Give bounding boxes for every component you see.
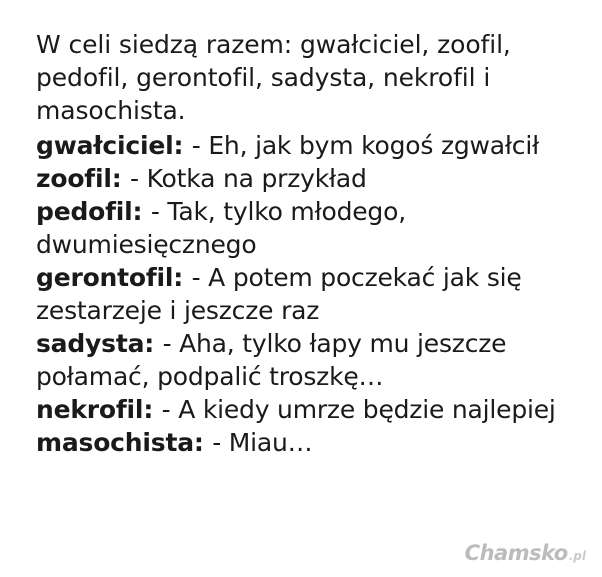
dialogue-separator: : (173, 263, 192, 292)
dialogue-separator: : (132, 197, 151, 226)
watermark-text: Chamsko (464, 541, 568, 565)
dialogue-text: - Eh, jak bym kogoś zgwałcił (191, 131, 539, 160)
dialogue-line (36, 129, 580, 162)
dialogue-speaker: gerontofil (36, 263, 174, 292)
dialogue-speaker: zoofil (36, 164, 112, 193)
dialogue-speaker: sadysta (36, 329, 145, 358)
dialogue-speaker: masochista (36, 428, 194, 457)
dialogue-line (36, 261, 580, 327)
dialogue-text: - Kotka na przykład (130, 164, 367, 193)
joke-dialogue-list (36, 129, 580, 459)
dialogue-line (36, 393, 580, 426)
dialogue-speaker: nekrofil (36, 395, 144, 424)
dialogue-text: - Aha, tylko łapy mu jeszcze połamać, podpalić troszkę… (36, 329, 507, 391)
dialogue-text: - A potem poczekać jak się zestarzeje i jeszcze raz (36, 263, 522, 325)
watermark (465, 541, 586, 565)
dialogue-text: - A kiedy umrze będzie najlepiej (161, 395, 556, 424)
dialogue-separator: : (144, 329, 163, 358)
dialogue-line (36, 426, 580, 459)
dialogue-separator: : (143, 395, 162, 424)
watermark-suffix: .pl (568, 549, 586, 563)
joke-intro: W celi siedzą razem: gwałciciel, zoofil, pedofil, gerontofil, sadysta, nekrofil i masochista. (36, 30, 511, 125)
dialogue-separator: : (173, 131, 192, 160)
dialogue-line (36, 162, 580, 195)
dialogue-line (36, 195, 580, 261)
dialogue-speaker: gwałciciel (36, 131, 174, 160)
dialogue-speaker: pedofil (36, 197, 133, 226)
dialogue-separator: : (193, 428, 213, 457)
dialogue-text: - Miau… (212, 428, 313, 457)
dialogue-text: - Tak, tylko młodego, dwumiesięcznego (36, 197, 406, 259)
dialogue-separator: : (111, 164, 131, 193)
dialogue-line (36, 327, 580, 393)
